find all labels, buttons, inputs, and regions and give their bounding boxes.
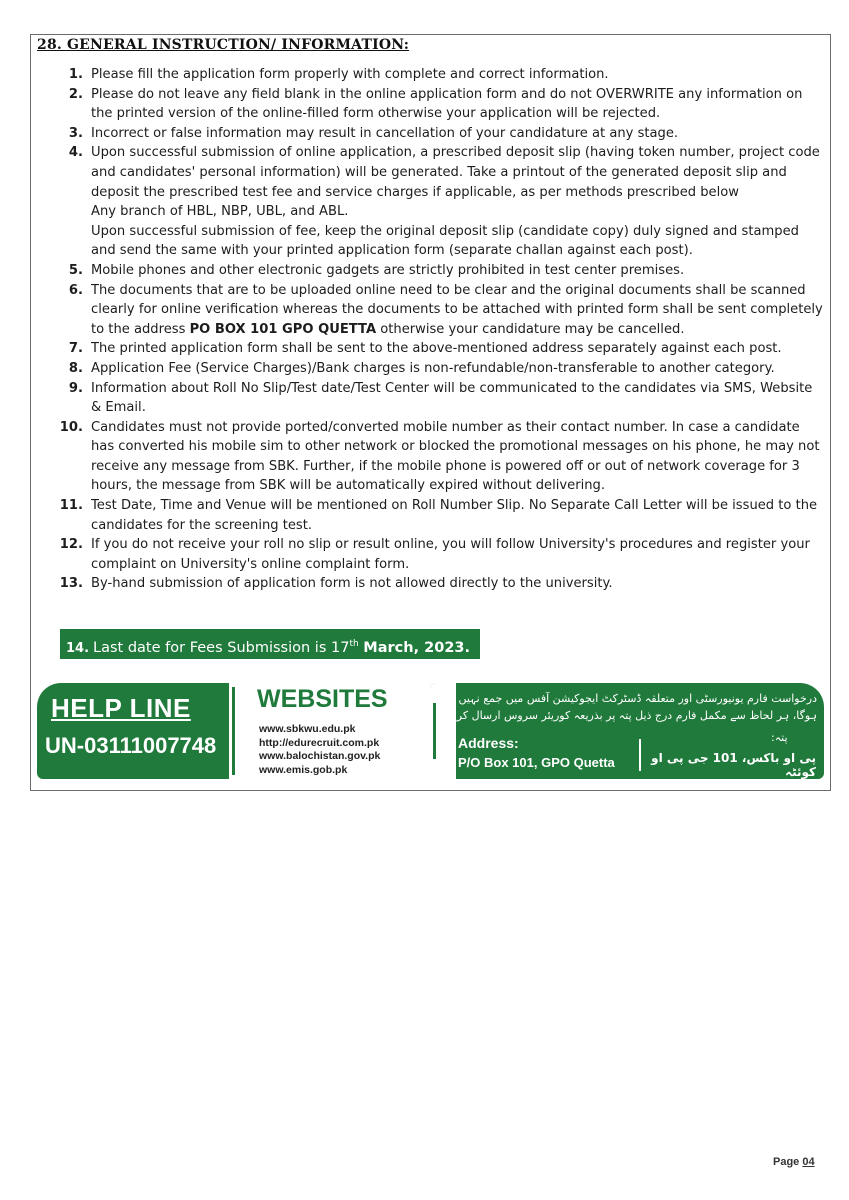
websites-list (259, 723, 380, 777)
item-number: 9. (68, 380, 83, 396)
list-item (31, 379, 826, 418)
ordinal-suffix: th (349, 639, 359, 649)
item-number: 4. (68, 145, 83, 161)
instruction-list (31, 65, 826, 594)
item-number: 8. (68, 360, 83, 376)
item-number: 3. (68, 125, 83, 141)
item-text: Information about Roll No Slip/Test date/Test Center will be communicated to the candidates via SMS, Website & Email. (91, 380, 813, 416)
list-item (31, 261, 826, 281)
item-number: 12. (59, 537, 83, 553)
item-text: otherwise your candidature may be cancelled. (380, 321, 685, 337)
websites-title: WEBSITES (257, 685, 388, 713)
item-text: Upon successful submission of online application, a prescribed deposit slip (having token number, project code and candidates' personal information) will be generated. Take a printout of the generated deposit slip and deposit the prescribed test fee and service charges if applicable, as per methods prescribed below (91, 145, 820, 200)
section-title: 28. GENERAL INSTRUCTION/ INFORMATION: (37, 37, 410, 53)
list-item (31, 281, 826, 340)
item-text: Please do not leave any field blank in the online application form and do not OVERWRITE any information on the printed version of the online-filled form otherwise your application will be rejected. (91, 86, 803, 122)
instructions-panel (30, 34, 831, 791)
divider (639, 739, 641, 771)
list-item (31, 339, 826, 359)
list-item (31, 535, 826, 574)
helpline-number: UN-03111007748 (45, 733, 217, 758)
urdu-address-value: پی او باکس، 101 جی پی او کوئٹہ (651, 751, 816, 779)
item-text: Please fill the application form properly with complete and correct information. (91, 67, 609, 82)
item-text: Incorrect or false information may result in cancellation of your candidature at any stage. (91, 125, 679, 141)
item-number: 11. (59, 498, 83, 514)
page-label: Page (773, 1156, 800, 1168)
page-number (773, 1156, 815, 1168)
list-item (31, 65, 826, 85)
item-text: If you do not receive your roll no slip or result online, you will follow University's procedures and register your complaint on University's online complaint form. (91, 537, 810, 572)
urdu-instruction: درخواست فارم یونیورسٹی اور متعلقہ ڈسٹرکٹ ایجوکیشن آفس میں جمع نہیں ہوگا، ہر لحاظ سے مکمل فارم درج ذیل پتہ پر بذریعہ کوریئر سروس ارسال کریں۔ (438, 692, 817, 722)
address-value: P/O Box 101, GPO Quetta (458, 755, 615, 770)
item-number: 1. (68, 67, 83, 82)
page-number-value: 04 (802, 1156, 815, 1168)
item-number: 14. (66, 640, 90, 656)
website-link[interactable]: http://edurecruit.com.pk (259, 736, 380, 749)
website-link[interactable]: www.balochistan.gov.pk (259, 750, 381, 762)
helpline-title: HELP LINE (51, 693, 191, 723)
item-number: 10. (59, 419, 83, 435)
last-date-banner (60, 629, 480, 659)
item-text: Application Fee (Service Charges)/Bank charges is non-refundable/non-transferable to another category. (91, 360, 775, 376)
item-number: 13. (59, 576, 83, 592)
website-link[interactable]: www.sbkwu.edu.pk (259, 723, 356, 735)
item-text: Candidates must not provide ported/converted mobile number as their contact number. In case a candidate has converted his mobile sim to other network or blocked the promotional messages on his phone, he may not receive any message from SBK. Further, if the mobile phone is powered off or out of network coverage for 3 hours, the message from SBK will be automatically expired without delivering. (91, 419, 820, 494)
list-item (31, 143, 826, 261)
item-number: 5. (68, 262, 83, 278)
item-text: The printed application form shall be sent to the above-mentioned address separately against each post. (91, 341, 782, 357)
list-item (31, 496, 826, 535)
list-item (31, 85, 826, 124)
last-date-text: Last date for Fees Submission is 17 (93, 639, 350, 656)
urdu-address-label: پتہ: (771, 731, 788, 744)
mailing-address-emphasis: PO BOX 101 GPO QUETTA (189, 321, 377, 337)
item-number: 2. (68, 86, 83, 102)
item-text: Mobile phones and other electronic gadgets are strictly prohibited in test center premises. (91, 262, 685, 278)
list-item (31, 124, 826, 144)
last-date-value: March, 2023. (363, 639, 471, 656)
item-number: 7. (68, 341, 83, 357)
item-text: Test Date, Time and Venue will be mentioned on Roll Number Slip. No Separate Call Letter will be issued to the candidates for the screening test. (91, 498, 818, 533)
item-text: The documents that are to be uploaded online need to be clear and the original documents shall be scanned clearly for online verification whereas the documents to be attached with printed form shall be sent completely to the address (91, 282, 823, 337)
list-item (31, 574, 826, 594)
divider (232, 687, 235, 775)
website-link[interactable]: www.emis.gob.pk (259, 763, 348, 776)
item-subtext: Upon successful submission of fee, keep the original deposit slip (candidate copy) duly signed and stamped and send the same with your printed application form (separate challan against each post). (91, 223, 799, 259)
list-item (31, 359, 826, 379)
item-subtext: Any branch of HBL, NBP, UBL, and ABL. (91, 204, 349, 220)
list-item (31, 418, 826, 496)
item-text: By-hand submission of application form is not allowed directly to the university. (91, 576, 613, 592)
address-label: Address: (458, 735, 519, 751)
item-number: 6. (68, 282, 83, 298)
